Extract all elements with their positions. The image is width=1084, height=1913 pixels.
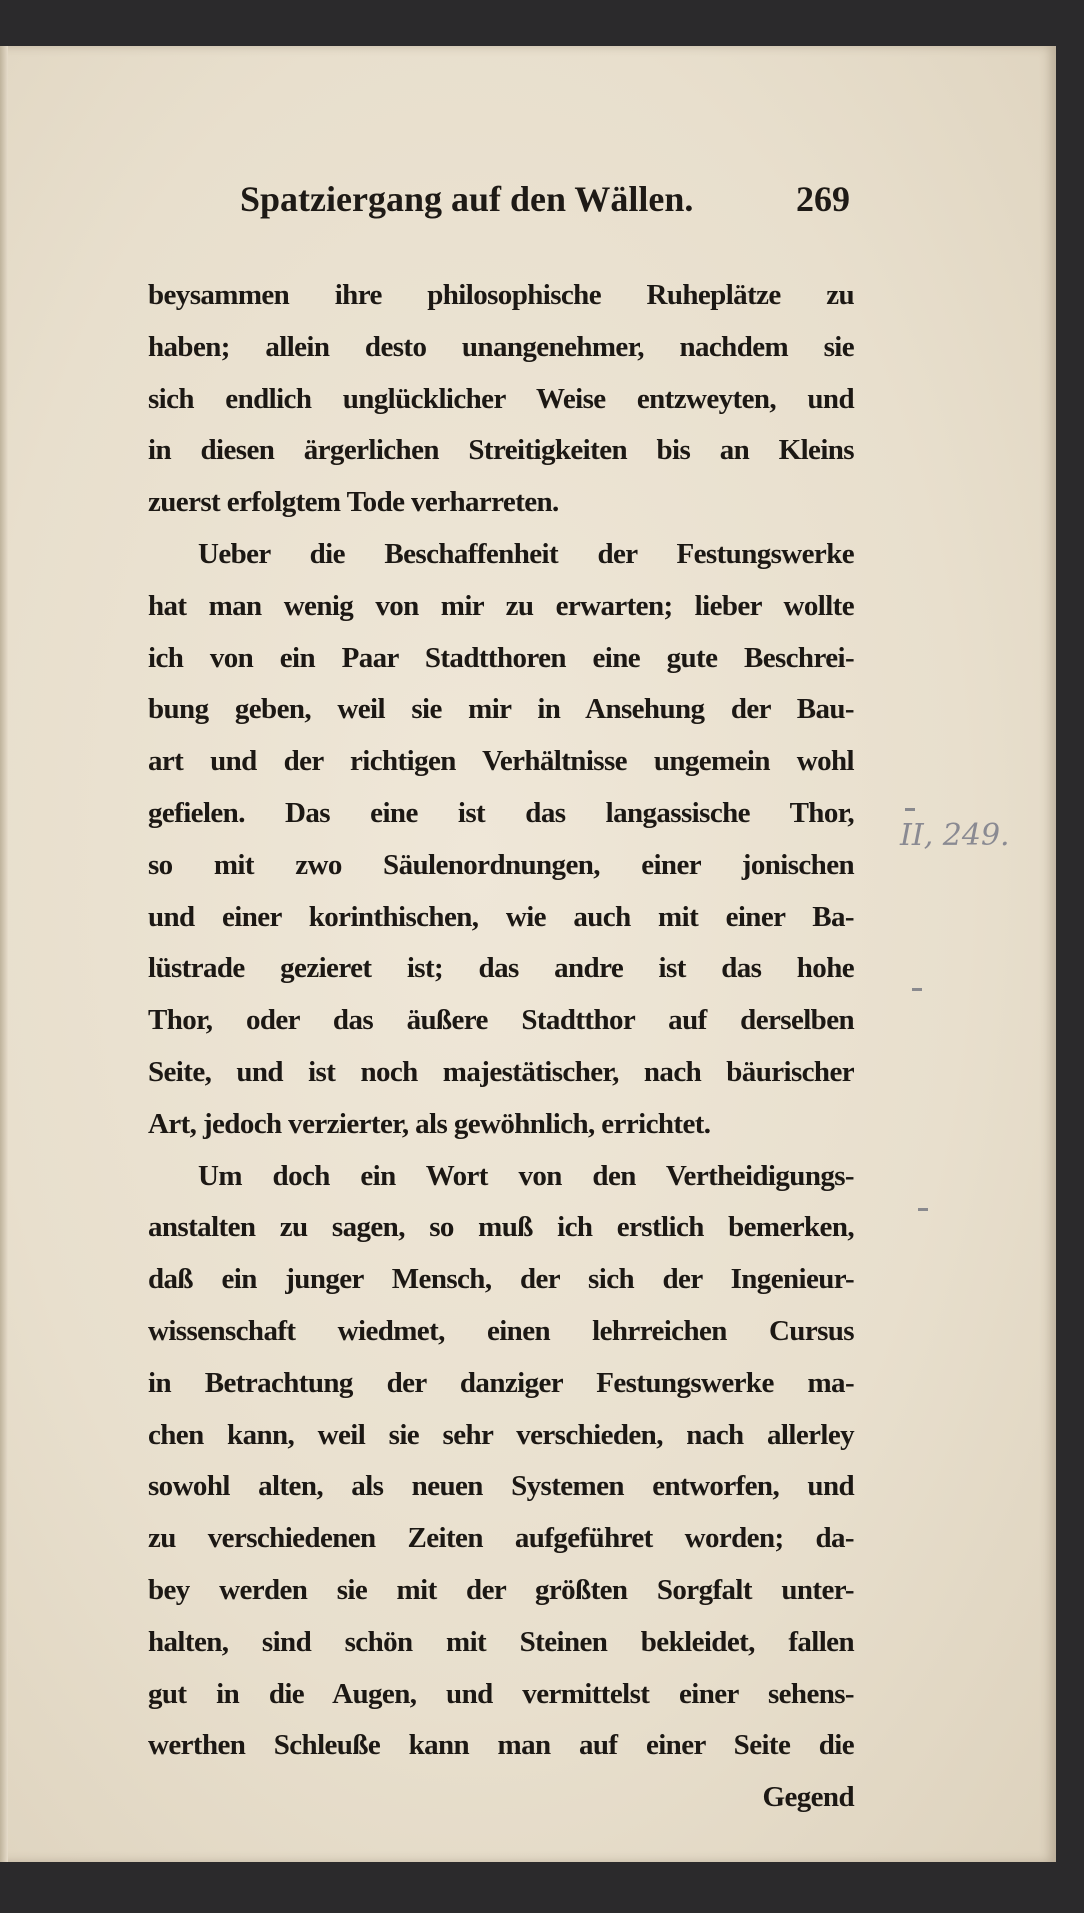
- text-line: art und der richtigen Verhältnisse ungemein wohl: [148, 745, 854, 778]
- text-line: wissenschaft wiedmet, einen lehrreichen Cursus: [148, 1314, 854, 1347]
- text-line: zu verschiedenen Zeiten aufgeführet worden; da-: [148, 1522, 854, 1555]
- text-line: sich endlich unglücklicher Weise entzweyten, und: [148, 382, 854, 415]
- text-line: bey werden sie mit der größten Sorgfalt unter-: [148, 1573, 854, 1606]
- text-line: halten, sind schön mit Steinen bekleidet, fallen: [148, 1625, 854, 1658]
- body-text: [148, 270, 854, 1824]
- text-line: lüstrade gezieret ist; das andre ist das hohe: [148, 952, 854, 985]
- text-line: ich von ein Paar Stadtthoren eine gute Beschrei-: [148, 641, 854, 674]
- text-line: gut in die Augen, und vermittelst einer sehens-: [148, 1677, 854, 1710]
- margin-mark: [905, 808, 915, 811]
- text-line: Ueber die Beschaffenheit der Festungswerke: [198, 537, 854, 570]
- text-line: anstalten zu sagen, so muß ich erstlich bemerken,: [148, 1211, 854, 1244]
- text-line: Um doch ein Wort von den Vertheidigungs-: [198, 1159, 854, 1192]
- margin-mark: [918, 1208, 928, 1211]
- text-line: so mit zwo Säulenordnungen, einer jonischen: [148, 848, 854, 881]
- text-line: daß ein junger Mensch, der sich der Ingenieur-: [148, 1263, 854, 1296]
- text-line: beysammen ihre philosophische Ruheplätze zu: [148, 279, 854, 311]
- text-line: bung geben, weil sie mir in Ansehung der Bau-: [148, 693, 854, 726]
- text-line: haben; allein desto unangenehmer, nachdem sie: [148, 330, 854, 363]
- text-line: und einer korinthischen, wie auch mit einer Ba-: [148, 900, 854, 933]
- text-line: Seite, und ist noch majestätischer, nach bäurischer: [148, 1055, 854, 1088]
- catchword: Gegend: [762, 1781, 854, 1814]
- text-line: chen kann, weil sie sehr verschieden, nach allerley: [148, 1418, 854, 1451]
- page-gutter: [0, 46, 8, 1862]
- margin-mark: [912, 988, 922, 991]
- text-line: zuerst erfolgtem Tode verharreten.: [148, 486, 559, 519]
- text-line: Art, jedoch verzierter, als gewöhnlich, errichtet.: [148, 1107, 711, 1140]
- text-line: hat man wenig von mir zu erwarten; lieber wollte: [148, 589, 854, 622]
- text-line: Thor, oder das äußere Stadtthor auf derselben: [148, 1004, 854, 1037]
- text-line: sowohl alten, als neuen Systemen entworfen, und: [148, 1470, 854, 1503]
- text-line: gefielen. Das eine ist das langassische Thor,: [148, 796, 854, 829]
- text-line: werthen Schleuße kann man auf einer Seite die: [148, 1729, 854, 1762]
- running-header: [240, 178, 850, 228]
- text-line: in diesen ärgerlichen Streitigkeiten bis an Kleins: [148, 434, 854, 467]
- running-title: Spatziergang auf den Wällen.: [240, 179, 694, 219]
- text-line: in Betrachtung der danziger Festungswerke ma-: [148, 1366, 854, 1399]
- page-number: 269: [796, 179, 850, 219]
- handwritten-margin-note: II, 249.: [900, 818, 1010, 853]
